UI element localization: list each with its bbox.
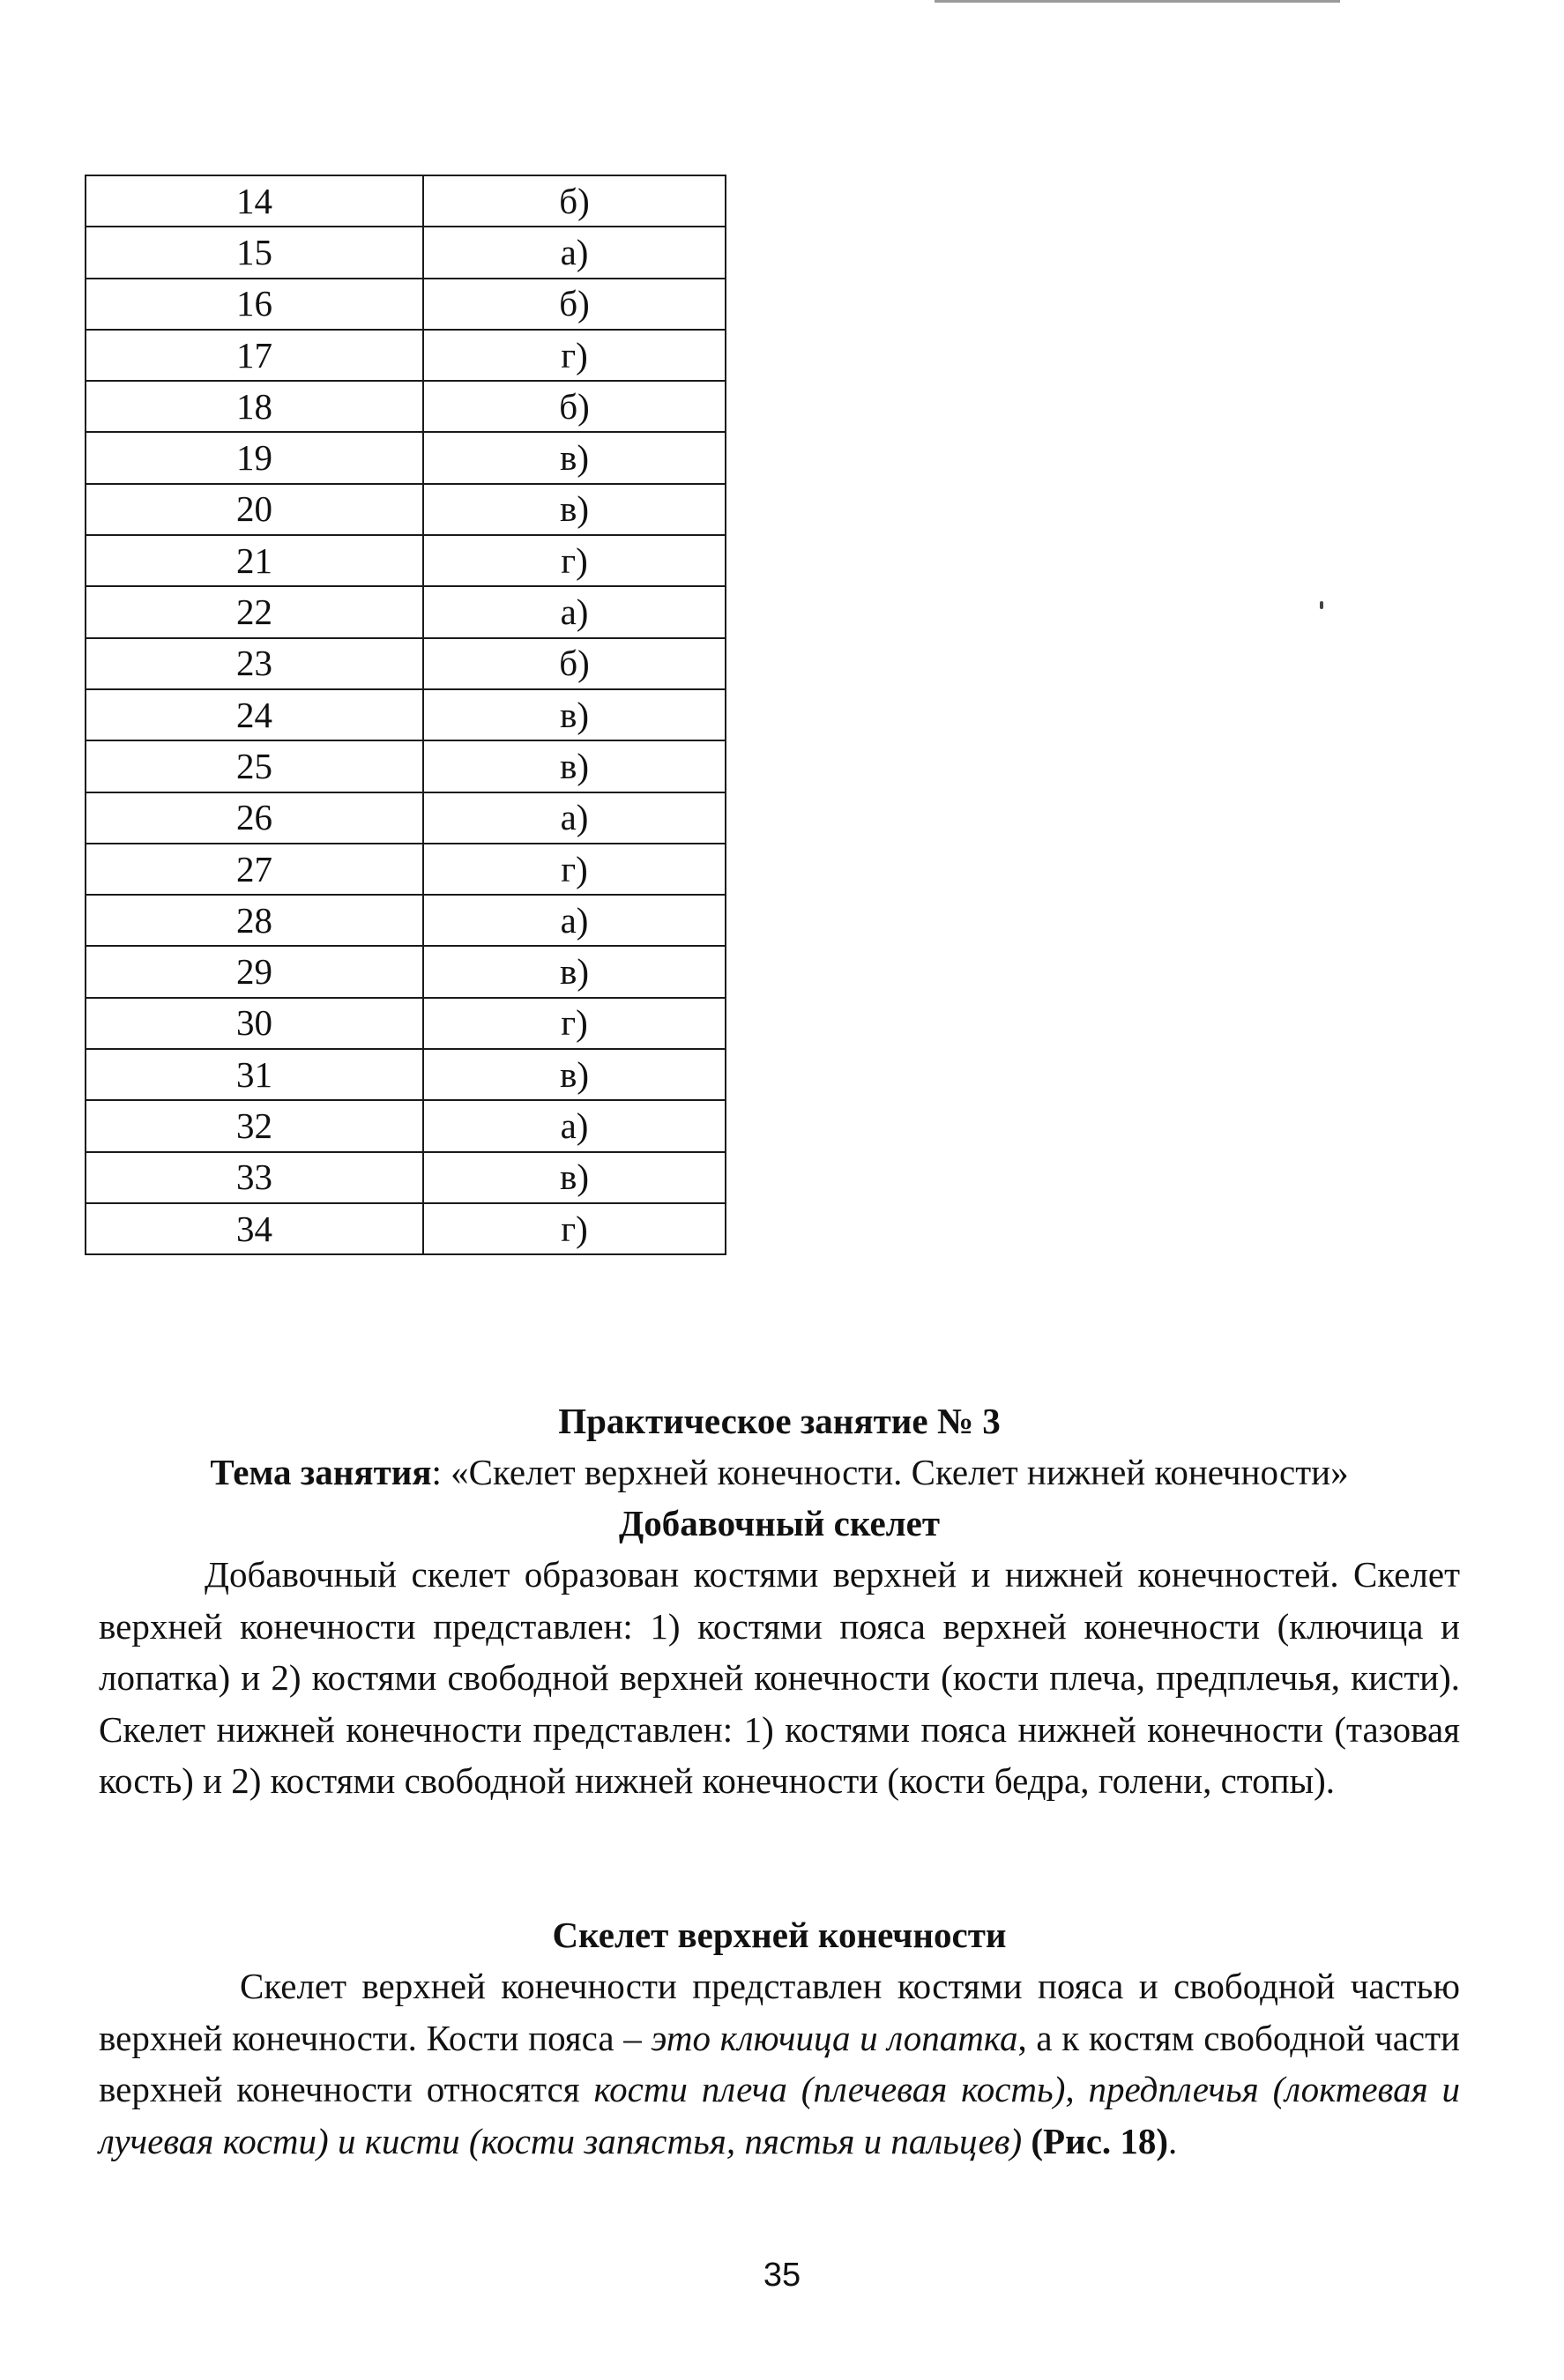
table-row [86,175,726,227]
upper-limb-text-end: . [1168,2120,1178,2161]
answer-cell: г) [423,1203,726,1254]
lesson-subtitle: Добавочный скелет [619,1503,940,1543]
upper-limb-text-3 [1022,2121,1031,2161]
question-number-cell: 30 [86,998,423,1049]
answer-cell: а) [423,895,726,946]
lesson-title: Практическое занятие № 3 [558,1401,1001,1441]
table-row [86,432,726,483]
answer-cell: а) [423,1100,726,1151]
answer-cell: г) [423,330,726,381]
table-row [86,689,726,740]
table-row [86,330,726,381]
answer-cell: в) [423,689,726,740]
table-row [86,586,726,637]
answer-cell: в) [423,432,726,483]
upper-limb-text-2: , а к костям свободной части верхней конечности относятся [99,2017,1460,2109]
table-row [86,1049,726,1100]
question-number-cell: 16 [86,279,423,330]
question-number-cell: 24 [86,689,423,740]
table-row [86,279,726,330]
question-number-cell: 26 [86,792,423,844]
answer-cell: в) [423,1049,726,1100]
table-row [86,1203,726,1254]
table-row [86,895,726,946]
answer-cell: а) [423,227,726,278]
question-number-cell: 28 [86,895,423,946]
table-row [86,1152,726,1203]
table-row [86,946,726,997]
answer-cell: в) [423,946,726,997]
answer-cell: б) [423,381,726,432]
question-number-cell: 27 [86,844,423,895]
answer-cell: б) [423,175,726,227]
answer-cell: в) [423,484,726,535]
answer-key-table [85,175,726,1255]
answer-cell: а) [423,792,726,844]
page-number: 35 [763,2257,801,2294]
upper-limb-heading: Скелет верхней конечности [552,1915,1007,1955]
paragraph-upper-limb [99,1960,1460,2167]
question-number-cell: 33 [86,1152,423,1203]
answer-cell: г) [423,535,726,586]
answer-key-body [86,175,726,1254]
answer-cell: б) [423,638,726,689]
question-number-cell: 15 [86,227,423,278]
scan-edge-line [935,0,1340,3]
question-number-cell: 32 [86,1100,423,1151]
question-number-cell: 25 [86,740,423,792]
upper-limb-text-1: Скелет верхней конечности представлен костями пояса и свободной частью верхней конечности. Кости пояса – [99,1966,1460,2058]
answer-cell: в) [423,1152,726,1203]
paragraph-accessory-skeleton: Добавочный скелет образован костями верхней и нижней конечностей. Скелет верхней конечности представлен: 1) костями пояса верхней конечности (ключица и лопатка) и 2) костями свободной верхней конечности (кости плеча, предплечья, кисти). Скелет нижней конечности представлен: 1) костями пояса нижней конечности (тазовая кость) и 2) костями свободной нижней конечности (кости бедра, голени, стопы). [99,1554,1460,1801]
figure-reference: (Рис. 18) [1031,2120,1169,2161]
lesson-topic [99,1447,1460,1498]
answer-cell: г) [423,844,726,895]
table-row [86,381,726,432]
question-number-cell: 19 [86,432,423,483]
question-number-cell: 18 [86,381,423,432]
question-number-cell: 17 [86,330,423,381]
answer-cell: а) [423,586,726,637]
question-number-cell: 21 [86,535,423,586]
table-row [86,1100,726,1151]
question-number-cell: 20 [86,484,423,535]
table-row [86,227,726,278]
question-number-cell: 14 [86,175,423,227]
question-number-cell: 29 [86,946,423,997]
table-row [86,844,726,895]
lesson-section [99,1395,1460,1807]
question-number-cell: 31 [86,1049,423,1100]
table-row [86,998,726,1049]
question-number-cell: 22 [86,586,423,637]
upper-limb-italic-2: кости плеча (плечевая кость), предплечья (локтевая и лучевая кости) и кисти (кости запястья, пястья и пальцев) [99,2069,1460,2161]
upper-limb-section [99,1909,1460,2167]
table-row [86,792,726,844]
question-number-cell: 23 [86,638,423,689]
topic-label: Тема занятия [210,1452,432,1492]
answer-cell: г) [423,998,726,1049]
table-row [86,638,726,689]
table-row [86,484,726,535]
question-number-cell: 34 [86,1203,423,1254]
upper-limb-italic-1: это ключица и лопатка [651,2017,1018,2058]
topic-text: : «Скелет верхней конечности. Скелет нижней конечности» [431,1452,1349,1492]
table-row [86,535,726,586]
table-row [86,740,726,792]
answer-cell: б) [423,279,726,330]
scan-speck [1320,601,1323,609]
answer-cell: в) [423,740,726,792]
